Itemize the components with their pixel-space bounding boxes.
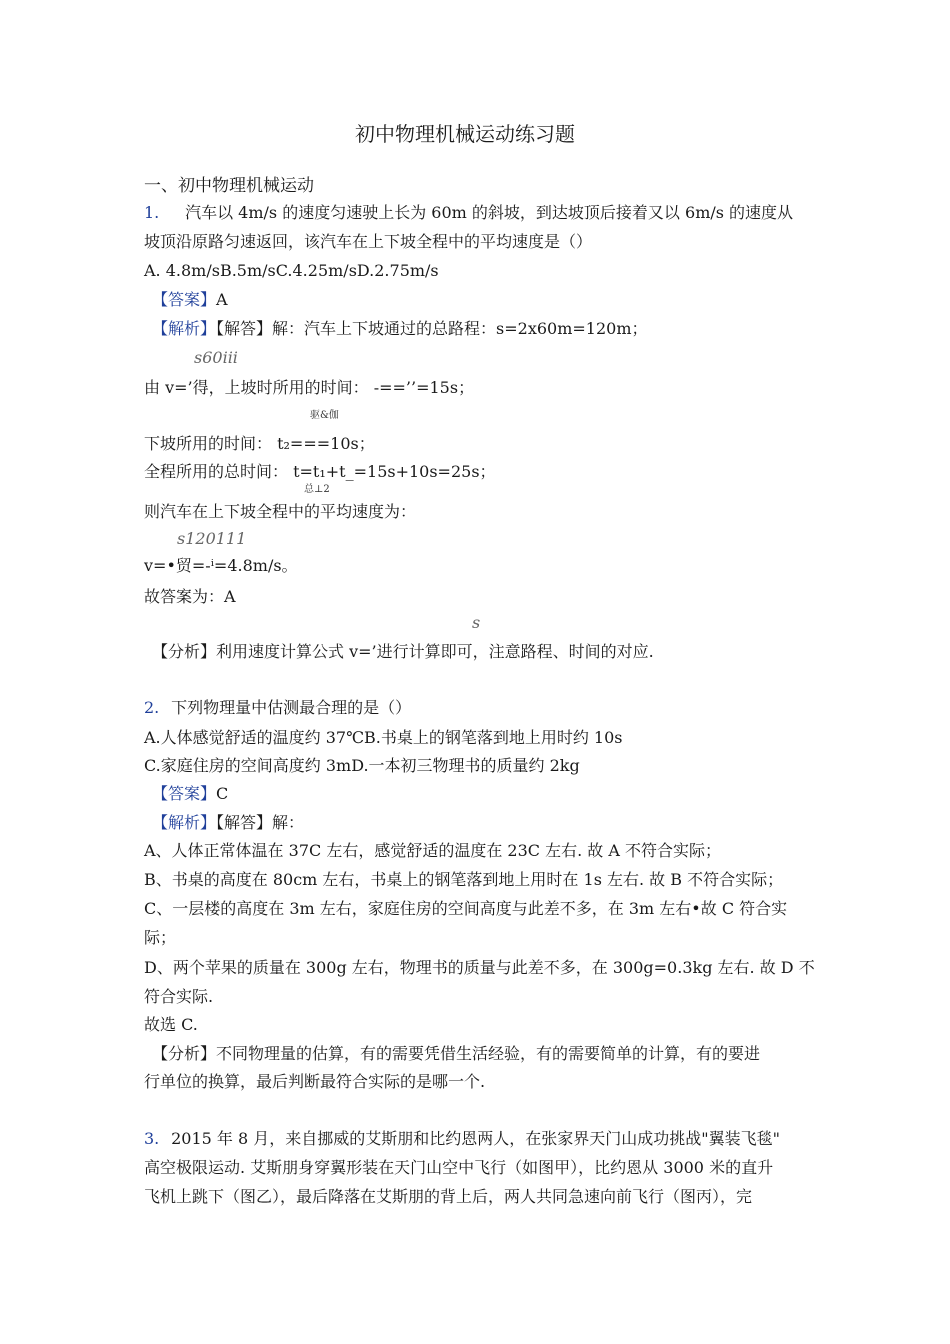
q1-average-intro: 则汽车在上下坡全程中的平均速度为： — [144, 502, 417, 521]
q2-fenxi-line1: 【分析】不同物理量的估算，有的需要凭借生活经验，有的需要简单的计算，有的要进 — [152, 1044, 761, 1063]
q2-fenxi-line2: 行单位的换算，最后判断最符合实际的是哪一个. — [144, 1072, 486, 1091]
q1-fraction-fragment-2: 驱&伽 — [310, 410, 339, 421]
q1-stem-line2: 坡顶沿原路匀速返回，该汽车在上下坡全程中的平均速度是（） — [144, 232, 593, 251]
q1-number: 1. — [144, 203, 160, 222]
q1-options: A. 4.8m/sB.5m/sC.4.25m/sD.2.75m/s — [144, 261, 439, 280]
q2-explain-c-line1: C、一层楼的高度在 3m 左右，家庭住房的空间高度与此差不多，在 3m 左右•故 C 符合实 — [144, 899, 788, 918]
q2-analysis-text: 【解答】解： — [216, 813, 305, 832]
page-title: 初中物理机械运动练习题 — [355, 122, 575, 146]
q1-answer — [152, 290, 228, 310]
q3-stem-line3: 飞机上跳下（图乙），最后降落在艾斯朋的背上后，两人共同急速向前飞行（图丙），完 — [144, 1187, 753, 1206]
q1-fraction-fragment-4: s — [472, 613, 481, 632]
q1-fraction-fragment-3: s120111 — [177, 529, 247, 548]
q2-explain-b: B、书桌的高度在 80cm 左右，书桌上的钢笔落到地上用时在 1s 左右. 故 B 不符合实际； — [144, 870, 784, 889]
q1-answer-tag: 【答案】 — [152, 290, 217, 309]
q3-number: 3. — [144, 1129, 160, 1148]
q1-fraction-fragment-1: s60iii — [194, 348, 238, 367]
q2-answer-tag: 【答案】 — [152, 784, 217, 803]
q1-uphill-time: 由 v=’得，上坡时所用的时间： -==’’=15s； — [144, 378, 475, 397]
q2-options-ab: A.人体感觉舒适的温度约 37℃B.书桌上的钢笔落到地上用时约 10s — [144, 728, 623, 747]
q1-stem-line1: 汽车以 4m/s 的速度匀速驶上长为 60m 的斜坡，到达坡顶后接着又以 6m/s 的速度从 — [185, 203, 794, 222]
q3-stem-line2: 高空极限运动. 艾斯朋身穿翼形装在天门山空中飞行（如图甲），比约恩从 3000 米的直升 — [144, 1158, 774, 1177]
q2-explain-c-line2: 际； — [144, 928, 177, 947]
q1-analysis-text: 【解答】解：汽车上下坡通过的总路程：s=2x60m=120m； — [216, 319, 648, 338]
q3-stem-line1: 2015 年 8 月，来自挪威的艾斯朋和比约恩两人，在张家界天门山成功挑战"翼装飞毯" — [171, 1129, 780, 1148]
q2-analysis — [152, 813, 304, 833]
q2-stem: 下列物理量中估测最合理的是（） — [171, 698, 412, 717]
q1-analysis-tag: 【解析】 — [152, 319, 217, 338]
q2-options-cd: C.家庭住房的空间高度约 3mD.一本初三物理书的质量约 2kg — [144, 756, 580, 775]
section-heading: 一、初中物理机械运动 — [144, 176, 314, 196]
q1-line1 — [144, 203, 793, 223]
q1-conclusion: 故答案为：A — [144, 587, 236, 606]
q1-fenxi: 【分析】利用速度计算公式 v=’进行计算即可，注意路程、时间的对应. — [152, 642, 654, 661]
q2-answer-value: C — [216, 784, 229, 803]
q1-subscript-note: 总⊥2 — [304, 484, 330, 495]
q2-line1 — [144, 698, 411, 718]
q2-number: 2. — [144, 698, 160, 717]
q1-answer-value: A — [216, 290, 228, 309]
q1-analysis — [152, 319, 648, 339]
q2-analysis-tag: 【解析】 — [152, 813, 217, 832]
q2-answer — [152, 784, 228, 804]
q2-explain-d-line2: 符合实际. — [144, 987, 214, 1006]
q1-average-calc: v=•贸=-ⁱ=4.8m/s。 — [144, 556, 298, 575]
q3-line1 — [144, 1129, 780, 1149]
q2-conclusion: 故选 C. — [144, 1015, 198, 1034]
q1-downhill-time: 下坡所用的时间： t₂===10s； — [144, 434, 375, 453]
q1-total-time: 全程所用的总时间： t=t₁+t_=15s+10s=25s； — [144, 462, 496, 481]
q2-explain-d-line1: D、两个苹果的质量在 300g 左右，物理书的质量与此差不多，在 300g=0.3kg 左右. 故 D 不 — [144, 958, 815, 977]
q2-explain-a: A、人体正常体温在 37C 左右，感觉舒适的温度在 23C 左右. 故 A 不符合实际； — [144, 841, 722, 860]
